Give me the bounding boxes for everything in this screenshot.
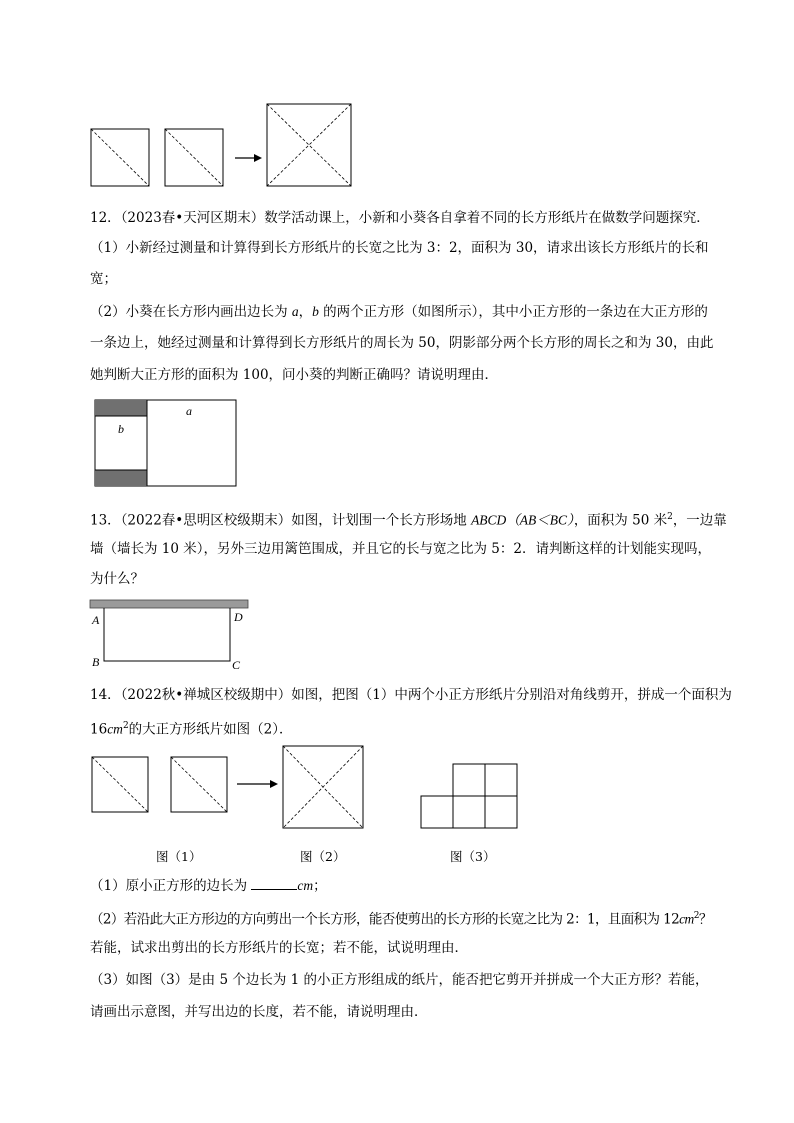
q14-part3-line2: 请画出示意图，并写出边的长度，若不能，请说明理由． [90,1004,428,1020]
fig3-cell [453,764,485,796]
q14-line2: $16cm^2$的大正方形纸片如图（2）． [90,721,293,738]
q12-stem-text: 数学活动课上，小新和小葵各自拿着不同的长方形纸片在做数学问题探究． [264,210,710,226]
top-squares-figure [0,0,794,200]
q12-part2-line3: 她判断大正方形的面积为 100，问小葵的判断正确吗？请说明理由． [90,367,499,383]
q14-part2-line2: 若能，试求出剪出的长方形纸片的长宽；若不能，试说明理由． [90,940,468,956]
fig1-square-1-diagonal [92,757,148,812]
var-a: a [291,304,299,319]
q14-part3-line1: （3）如图（3）是由 5 个边长为 1 的小正方形组成的纸片，能否把它剪开并拼成一个大正方形？若能， [90,972,709,988]
fig3-cell [453,796,485,828]
q14-part2-line1: （2）若沿此大正方形边的方向剪出一个长方形，能否使剪出的长方形的长宽之比为 2：1，且面积为 $12cm^2$？ [90,911,712,928]
small-square-2-diagonal [165,129,223,186]
shaded-rect-top [95,400,147,416]
label-B: B [92,655,100,669]
label-C: C [232,658,241,672]
q12-figure [0,395,794,495]
abcd: ABCD [471,512,507,528]
q12-part1-line2: 宽； [90,271,117,287]
q12-source: （2023春•天河区期末） [120,210,265,226]
fig1-square-2-diagonal [171,757,227,812]
arrow-head [254,154,262,162]
arrow-head [270,780,278,788]
q13-source: （2022春•思明区校级期末） [120,512,292,529]
fig3-grid [421,764,517,828]
ab-bc-condition: （AB＜BC） [506,512,574,528]
q12-number: 12． [90,210,121,226]
caption-fig2: 图（2） [300,849,346,864]
fig-label-a: a [186,404,192,418]
q14-number: 14． [90,687,121,703]
fence [104,608,230,661]
q13-line2: 墙（墙长为 10 米），另外三边用篱笆围成，并且它的长与宽之比为 5：2．请判断这样的计划能实现吗， [90,541,711,557]
caption-fig3: 图（3） [450,849,496,864]
q12-stem [90,209,710,227]
q12-part2-line1: （2）小葵在长方形内画出边长为 a，b 的两个正方形（如图所示），其中小正方形的一条边在大正方形的 [90,304,708,320]
label-A: A [92,613,100,627]
q13-figure [0,595,794,675]
label-D: D [234,610,243,624]
answer-blank[interactable] [251,877,297,890]
fig3-cell [421,796,453,828]
q12-part1-line1: （1）小新经过测量和计算得到长方形纸片的长宽之比为 3：2，面积为 30，请求出该长方形纸片的长和 [90,240,709,256]
q13-line1: 13．（2022春•思明区校级期末）如图，计划围一个长方形场地 ABCD（AB＜BC），面积为 50 米$^2$，一边靠 [90,512,727,529]
q14-source: （2022秋•禅城区校级期中） [120,687,292,703]
caption-fig1: 图（1） [156,849,202,864]
shaded-rect-bottom [95,470,147,486]
var-b: b [312,304,319,319]
fig3-cell [485,796,517,828]
q13-number: 13． [90,512,121,529]
q14-part1: （1）原小正方形的边长为 cm； [90,878,327,894]
fig-label-b: b [118,422,124,436]
q14-figures [0,740,794,860]
fig3-cell [485,764,517,796]
wall [90,600,248,608]
q13-line3: 为什么？ [90,571,144,587]
small-square-1-diagonal [91,129,149,186]
q14-line1: 14．（2022秋•禅城区校级期中）如图，把图（1）中两个小正方形纸片分别沿对角线剪开，拼成一个面积为 [90,687,732,703]
q12-part2-line2: 一条边上，她经过测量和计算得到长方形纸片的周长为 50，阴影部分两个长方形的周长之和为 30，由此 [90,335,714,351]
